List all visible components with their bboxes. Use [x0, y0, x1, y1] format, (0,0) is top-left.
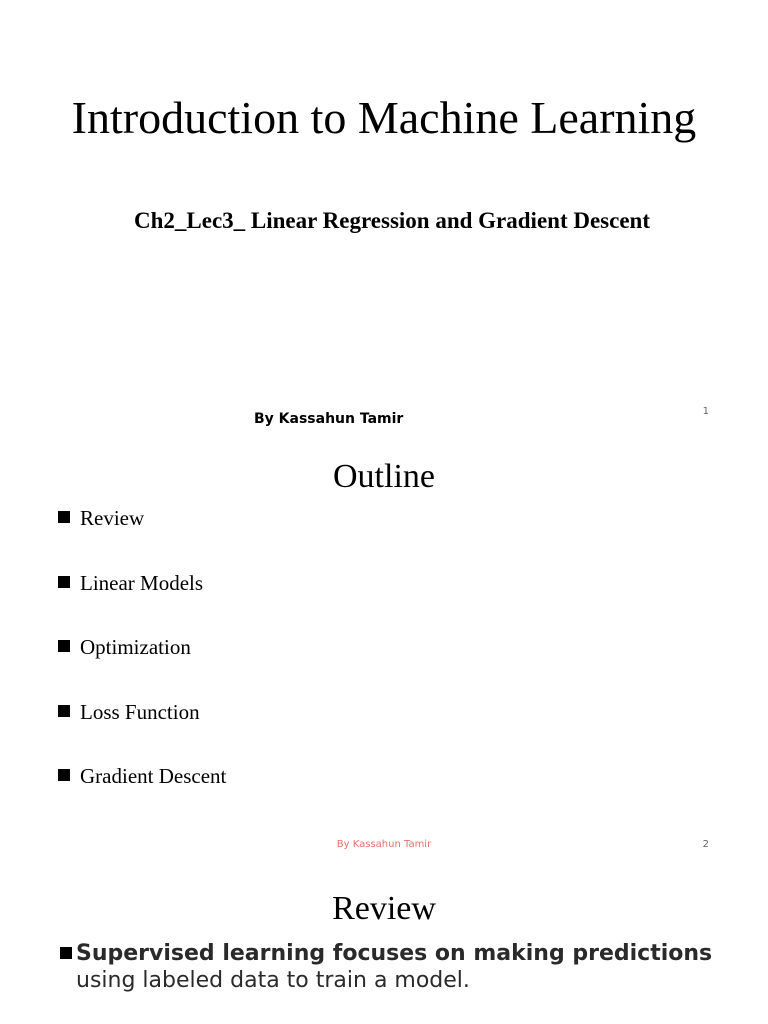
- slide2-page-number: 2: [702, 839, 709, 850]
- review-bullet: [60, 940, 740, 994]
- outline-item-review: [58, 503, 226, 568]
- outline-item-label: Review: [80, 506, 145, 530]
- review-bullet-text: [76, 940, 740, 994]
- review-bullet-rest: using labeled data to train a model.: [76, 968, 470, 993]
- outline-item-loss-function: [58, 697, 226, 762]
- square-bullet-icon: [60, 947, 72, 959]
- outline-item-linear-models: [58, 568, 226, 633]
- review-bullet-bold: Supervised learning focuses on making predictions: [76, 941, 713, 966]
- slide1-subtitle: Ch2_Lec3_ Linear Regression and Gradient Descent: [134, 208, 650, 233]
- outline-item-label: Gradient Descent: [80, 764, 227, 789]
- slide3-title: Review: [332, 890, 436, 927]
- outline-list: [58, 503, 226, 826]
- square-bullet-icon: [58, 511, 70, 523]
- slide1-page-number: 1: [702, 406, 709, 417]
- slide2-footer-author: By Kassahun Tamir: [336, 839, 432, 850]
- square-bullet-icon: [58, 705, 70, 717]
- slide1-author: By Kassahun Tamir: [254, 411, 404, 427]
- outline-item-label: Optimization: [80, 635, 191, 660]
- square-bullet-icon: [58, 576, 70, 588]
- outline-item-label: Linear Models: [80, 570, 204, 595]
- outline-item-gradient-descent: [58, 761, 226, 826]
- square-bullet-icon: [58, 769, 70, 781]
- outline-item-optimization: [58, 632, 226, 697]
- square-bullet-icon: [58, 640, 70, 652]
- slide1-title: Introduction to Machine Learning: [71, 92, 697, 143]
- slide2-title: Outline: [333, 458, 435, 495]
- outline-item-label: Loss Function: [80, 699, 200, 724]
